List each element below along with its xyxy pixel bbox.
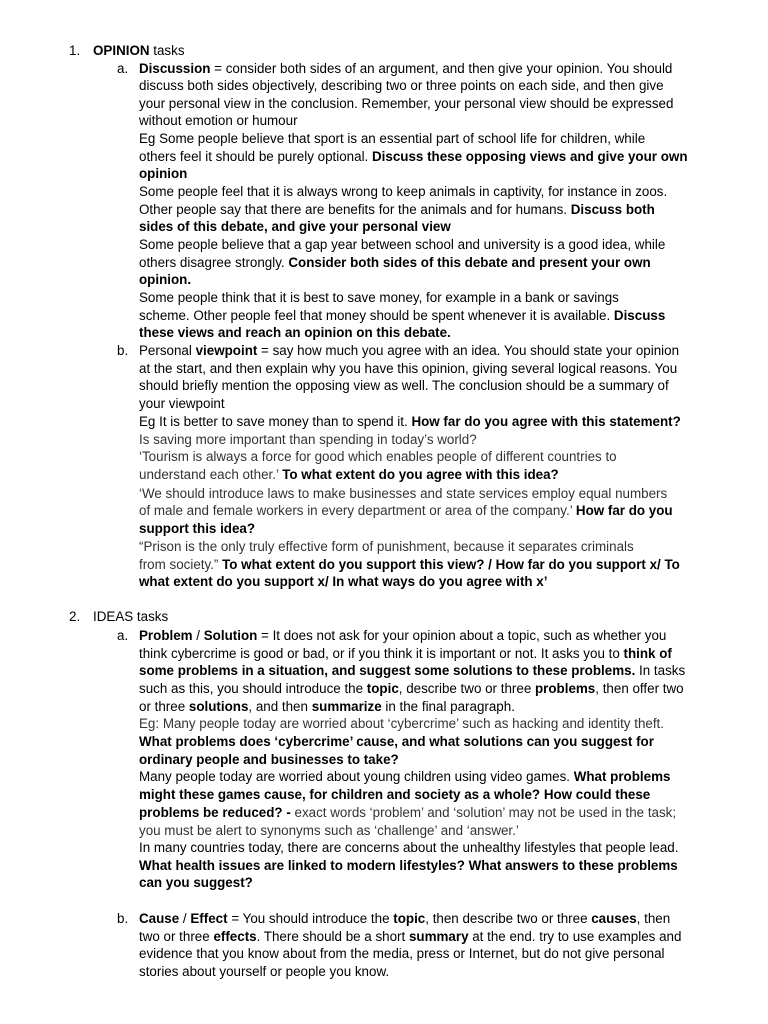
item-2b-line-1 [139, 910, 670, 927]
item-2a-text: , and then [248, 699, 312, 714]
example-sport-text: others feel it should be purely optional. [139, 149, 372, 164]
item-2b-text: two or three [139, 929, 214, 944]
example-laws-prompt: How far do you [575, 503, 673, 518]
example-lifestyles-line-2: What health issues are linked to modern lifestyles? What answers to these problems [139, 858, 678, 873]
example-prison-line-2 [139, 556, 680, 573]
item-2b-text: at the end. try to use examples and [468, 929, 682, 944]
item-1b-line-4: your viewpoint [139, 396, 225, 411]
item-2b-text: , then describe two or three [425, 911, 592, 926]
example-prison-line-1: “Prison is the only truly effective form of punishment, because it separates criminals [139, 539, 634, 554]
example-lifestyles-line-1: In many countries today, there are concerns about the unhealthy lifestyles that people lead. [139, 840, 679, 855]
item-1b-line-1 [139, 342, 679, 359]
item-1b-line-3: should briefly mention the opposing view as well. The conclusion should be a summary of [139, 378, 669, 393]
item-2a-text: in the final paragraph. [381, 699, 515, 714]
item-1a-letter: a. [117, 61, 129, 76]
section-1-heading [93, 42, 185, 59]
example-save-money-text: Eg It is better to save money than to spend it. [139, 414, 412, 429]
solution-term: Solution [203, 628, 258, 643]
example-zoos-line-1: Some people feel that it is always wrong to keep animals in captivity, for instance in zoos. [139, 184, 668, 199]
solutions-term: solutions [188, 699, 249, 714]
item-1a-line-4: without emotion or humour [139, 113, 298, 128]
summarize-term: summarize [311, 699, 382, 714]
example-laws-line-2 [139, 502, 673, 519]
example-prison-text: from society.” [139, 557, 223, 572]
item-1a-line-2: discuss both sides objectively, describing two or three points on each side, and then give [139, 78, 664, 93]
example-savings-text: scheme. Other people feel that money should be spent whenever it is available. [139, 308, 614, 323]
example-video-games-note: exact words ‘problem’ and ‘solution’ may not be used in the task; [294, 805, 677, 820]
example-video-games-line-4: you must be alert to synonyms such as ‘challenge’ and ‘answer.’ [139, 823, 519, 838]
causes-term: causes [591, 911, 637, 926]
item-2a-letter: a. [117, 628, 129, 643]
viewpoint-term: viewpoint [195, 343, 258, 358]
example-laws-line-3: support this idea? [139, 521, 256, 536]
problem-term: Problem [139, 628, 193, 643]
effects-term: effects [213, 929, 257, 944]
item-2a-text: think cybercrime is good or bad, or if you think it is important or not. It asks you to [139, 646, 624, 661]
example-cybercrime-line-2: What problems does ‘cybercrime’ cause, and what solutions can you suggest for [139, 734, 654, 749]
example-sport-prompt: Discuss these opposing views and give your own [372, 149, 688, 164]
item-2a-text: or three [139, 699, 189, 714]
example-video-games-line-1 [139, 768, 670, 785]
topic-term: topic [393, 911, 426, 926]
item-2b-text: . There should be a short [256, 929, 409, 944]
cause-term: Cause [139, 911, 180, 926]
example-gap-year-line-2 [139, 254, 651, 271]
section-2-number: 2. [69, 609, 81, 624]
example-laws-line-1: ‘We should introduce laws to make businesses and state services employ equal numbers [139, 486, 668, 501]
example-savings-line-2 [139, 307, 665, 324]
effect-term: Effect [190, 911, 228, 926]
example-tourism-text: understand each other.’ [139, 467, 283, 482]
example-video-games-line-3 [139, 804, 676, 821]
item-2b-line-3: evidence that you know about from the media, press or Internet, but do not give personal [139, 946, 665, 961]
example-video-games-prompt: problems be reduced? - [139, 805, 295, 820]
summary-term: summary [408, 929, 469, 944]
item-2b-line-4: stories about yourself or people you know. [139, 964, 390, 979]
example-zoos-line-3: sides of this debate, and give your personal view [139, 219, 451, 234]
example-saving-question: Is saving more important than spending in today’s world? [139, 432, 477, 447]
item-2b-line-2 [139, 928, 681, 945]
example-save-money-prompt: How far do you agree with this statement? [411, 414, 681, 429]
example-sport-line-1: Eg Some people believe that sport is an essential part of school life for children, while [139, 131, 646, 146]
example-gap-year-prompt: Consider both sides of this debate and present your own [288, 255, 651, 270]
item-2a-text: , describe two or three [398, 681, 535, 696]
example-tourism-line-2 [139, 466, 559, 483]
example-savings-line-1: Some people think that it is best to save money, for example in a bank or savings [139, 290, 619, 305]
item-1b-pre: Personal [139, 343, 196, 358]
example-tourism-prompt: To what extent do you agree with this idea? [282, 467, 559, 482]
item-2a-line-5 [139, 698, 515, 715]
example-prison-line-3: what extent do you support x/ In what ways do you agree with x’ [139, 574, 548, 589]
discussion-term: Discussion [139, 61, 211, 76]
section-1-number: 1. [69, 43, 81, 58]
example-video-games-prompt: What problems [573, 769, 671, 784]
problems-term: problems [534, 681, 596, 696]
item-2a-emphasis: some problems in a situation, and suggest some solutions to these problems. [139, 663, 636, 678]
example-savings-prompt: Discuss [613, 308, 666, 323]
item-2a-line-4 [139, 680, 684, 697]
item-2a-text: , then offer two [595, 681, 684, 696]
example-video-games-text: Many people today are worried about young children using video games. [139, 769, 574, 784]
item-1b-text: = say how much you agree with an idea. You should state your opinion [257, 343, 680, 358]
example-sport-line-2 [139, 148, 688, 165]
section-1-title-suffix: tasks [149, 43, 185, 58]
example-cybercrime-line-3: ordinary people and businesses to take? [139, 752, 399, 767]
item-2a-emphasis: think of [623, 646, 672, 661]
item-2a-line-2 [139, 645, 672, 662]
term-separator: / [179, 911, 191, 926]
item-2a-line-1 [139, 627, 666, 644]
section-2-heading: IDEAS tasks [93, 609, 169, 624]
example-savings-line-3: these views and reach an opinion on this debate. [139, 325, 451, 340]
item-2b-letter: b. [117, 911, 129, 926]
item-1a-line-1 [139, 60, 672, 77]
example-save-money-line [139, 413, 681, 430]
item-1b-letter: b. [117, 343, 129, 358]
topic-term: topic [366, 681, 399, 696]
term-separator: / [192, 628, 204, 643]
example-sport-line-3: opinion [139, 166, 188, 181]
item-1a-line-3: your personal view in the conclusion. Remember, your personal view should be expressed [139, 96, 674, 111]
example-lifestyles-line-3: can you suggest? [139, 875, 253, 890]
item-2a-text: such as this, you should introduce the [139, 681, 367, 696]
item-1b-line-2: at the start, and then explain why you have this opinion, giving several logical reasons. You [139, 361, 678, 376]
section-1-title: OPINION [93, 43, 150, 58]
example-video-games-line-2: might these games cause, for children and society as a whole? How could these [139, 787, 651, 802]
item-1a-text: = consider both sides of an argument, and then give your opinion. You should [210, 61, 673, 76]
example-zoos-text: Other people say that there are benefits for the animals and for humans. [139, 202, 571, 217]
example-prison-prompt: To what extent do you support this view? / How far do you support x/ To [222, 557, 680, 572]
example-cybercrime-line-1: Eg: Many people today are worried about ‘cybercrime’ such as hacking and identity theft. [139, 716, 665, 731]
example-gap-year-line-3: opinion. [139, 272, 192, 287]
item-2a-line-3 [139, 662, 685, 679]
example-tourism-line-1: ‘Tourism is always a force for good which enables people of different countries to [139, 449, 617, 464]
example-gap-year-line-1: Some people believe that a gap year between school and university is a good idea, while [139, 237, 666, 252]
example-zoos-prompt: Discuss both [570, 202, 655, 217]
item-2a-text: In tasks [635, 663, 686, 678]
example-gap-year-text: others disagree strongly. [139, 255, 289, 270]
item-2b-text: = You should introduce the [227, 911, 394, 926]
item-2a-text: = It does not ask for your opinion about a topic, such as whether you [257, 628, 667, 643]
example-zoos-line-2 [139, 201, 655, 218]
example-laws-text: of male and female workers in every department or area of the company.’ [139, 503, 576, 518]
item-2b-text: , then [636, 911, 671, 926]
